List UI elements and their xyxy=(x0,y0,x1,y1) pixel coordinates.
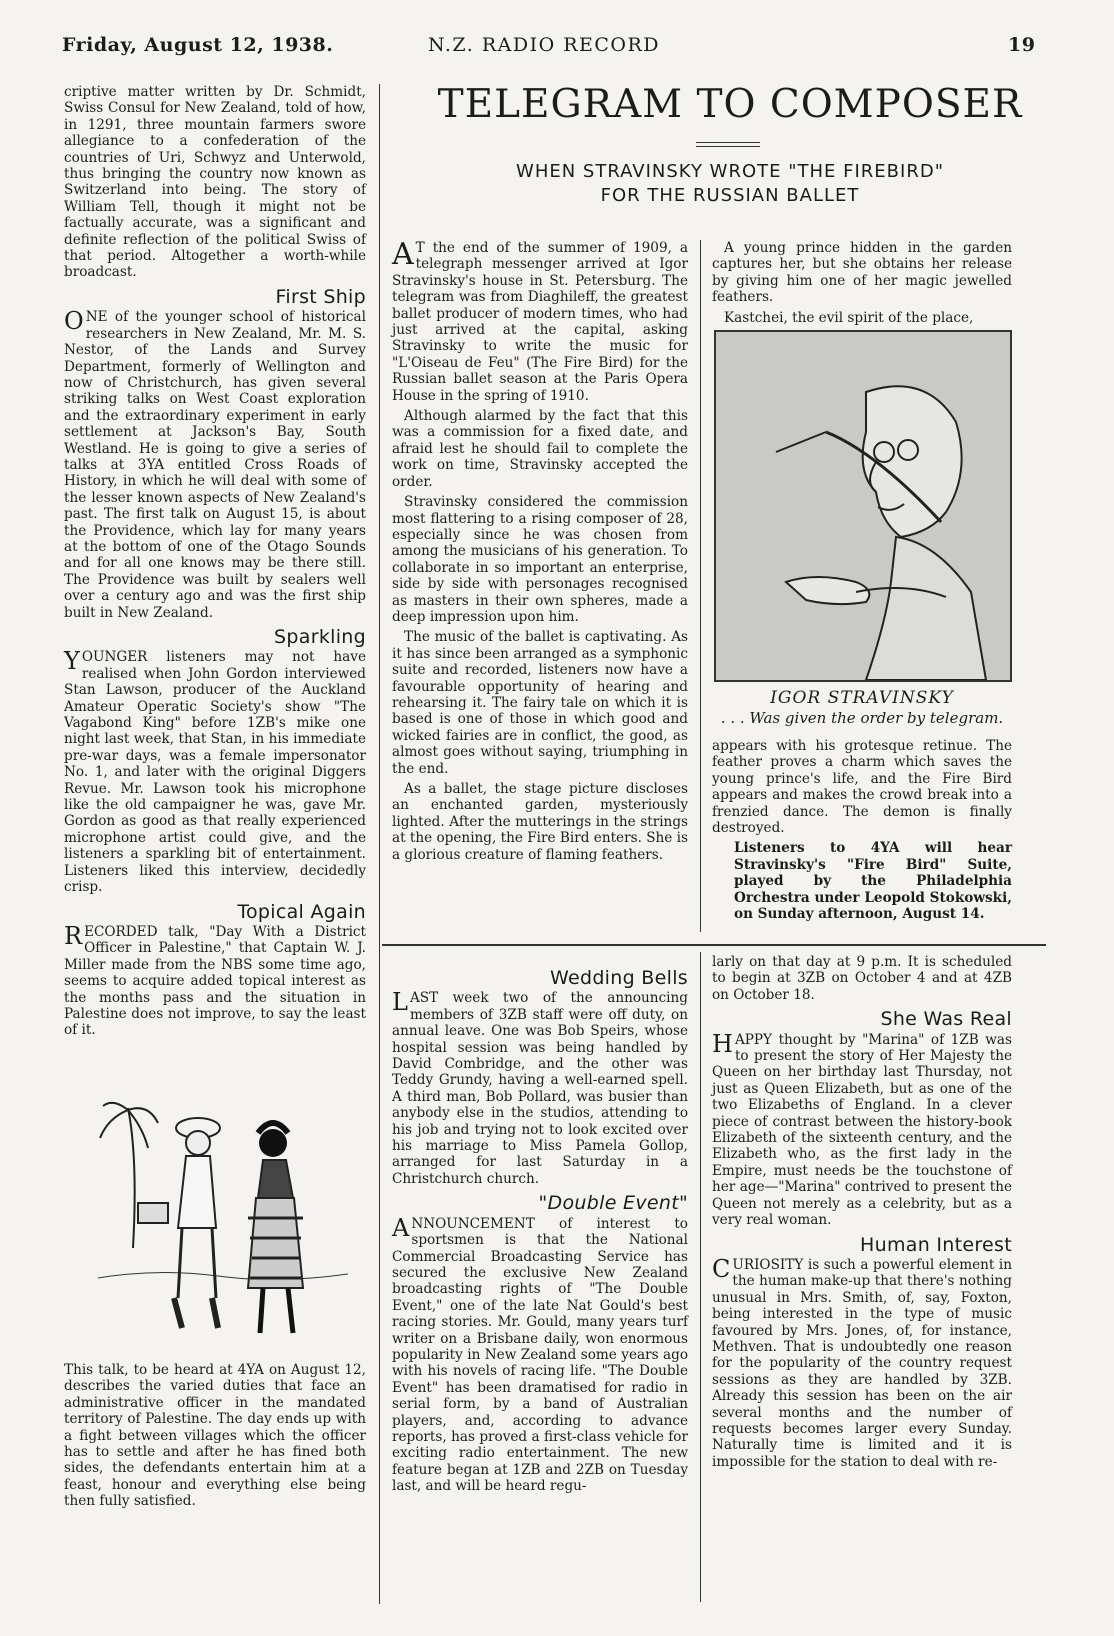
double-event-heading: "Double Event" xyxy=(538,1192,688,1215)
left-column-continued xyxy=(64,1362,366,1514)
title-rule xyxy=(696,142,760,143)
article-title: TELEGRAM TO COMPOSER xyxy=(437,82,1023,127)
page-number: 19 xyxy=(1008,34,1036,56)
sparkling-heading: Sparkling xyxy=(274,626,366,648)
drop-cap: Y xyxy=(64,647,80,676)
left-column xyxy=(64,84,366,1043)
double-event-continuation: larly on that day at 9 p.m. It is scheduled to begin at 3ZB on October 4 and at 4ZB on October 18. xyxy=(712,954,1012,1003)
drop-cap: R xyxy=(64,921,83,950)
article-paragraph-3: Stravinsky considered the commission most flattering to a rising composer of 28, especially since he was chosen from among the musicians of his generation. To collaborate in so important an enterprise, side by side with personages recognised as masters in their own spheres, made a deep impression upon him. xyxy=(392,494,688,625)
column-rule xyxy=(700,240,701,932)
portrait-drawing xyxy=(716,332,1010,680)
double-event-body: ANNOUNCEMENT of interest to sportsmen is that the National Commercial Broadcasting Service has secured the exclusive New Zealand broadcasting rights of "The Double Event," one of the late Nat Gould's best racing stories. Mr. Gould, many years turf writer on a Brisbane daily, won enormous popularity in New Zealand some years ago with his novels of racing life. "The Double Event" has been dramatised for radio in serial form, by a band of Australian players, and, according to advance reports, has proved a first-class vehicle for exciting radio entertainment. The new feature began at 1ZB and 2ZB on Tuesday last, and will be heard regu- xyxy=(392,1213,688,1495)
cartoon-illustration xyxy=(98,1098,348,1354)
deck-line-2: FOR THE RUSSIAN BALLET xyxy=(600,185,860,206)
topical-again-heading: Topical Again xyxy=(237,900,366,923)
caption-name: IGOR STRAVINSKY xyxy=(770,688,954,709)
article-paragraph-5: As a ballet, the stage picture discloses an enchanted garden, mysteriously lighted. After the mutterings in the strings at the opening, the Fire Bird enters. She is a glorious creature of flaming feathers. xyxy=(392,781,688,863)
publication-name: N.Z. RADIO RECORD xyxy=(427,34,661,56)
she-was-real-heading: She Was Real xyxy=(880,1008,1012,1031)
wedding-bells-body: LAST week two of the announcing members of 3ZB staff were off duty, on annual leave. One was Bob Speirs, whose hospital session was being handled by David Combridge, and the other was Teddy Grundy, having a well-earned spell. A third man, Bob Pollard, was busier than anybody else in the studios, attending to his job and trying not to look excited over his marriage to Miss Pamela Gollop, arranged for last Saturday in a Christchurch church. xyxy=(392,988,688,1187)
title-rule xyxy=(696,146,760,147)
caption-text: . . . Was given the order by telegram. xyxy=(720,709,1004,728)
sparkling-body: YOUNGER listeners may not have realised when John Gordon interviewed Stan Lawson, producer of the Auckland Amateur Operatic Society's show "The Vagabond King" before 1ZB's mike one night last week, that Stan, in his immediate pre-war days, was a female impersonator No. 1, and later with the original Diggers Revue. Mr. Lawson took his microphone like the old campaigner he was, gave Mr. Gordon as good as that really experienced microphone artist could give, and the listeners a sparkling bit of entertainment. Listeners liked this interview, decidedly crisp. xyxy=(64,647,366,896)
drop-cap: A xyxy=(392,237,414,272)
issue-date: Friday, August 12, 1938. xyxy=(62,34,334,56)
article-paragraph-6: A young prince hidden in the garden captures her, but she obtains her release by giving him one of her magic jewelled feathers. xyxy=(712,240,1012,306)
section-rule xyxy=(382,944,1046,946)
right-bottom-column xyxy=(712,954,1012,1474)
topical-again-body: RECORDED talk, "Day With a District Officer in Palestine," that Captain W. J. Miller made from the NBS some time ago, seems to acquire added topical interest as the months pass and the situation in Palestine does not improve, to say the least of it. xyxy=(64,921,366,1039)
article-column-2 xyxy=(712,240,1012,927)
broadcast-note: Listeners to 4YA will hear Stravinsky's "Fire Bird" Suite, played by the Philadelphia Orchestra under Leopold Stokowski, on Sunday afternoon, August 14. xyxy=(734,840,1012,923)
wedding-bells-heading: Wedding Bells xyxy=(550,967,688,989)
human-interest-body: CURIOSITY is such a powerful element in the human make-up that there's nothing unusual in Mrs. Smith, of, say, Foxton, being interested in the type of music favoured by Mrs. Jones, of, for instance, Methven. That is undoubtedly one reason for the popularity of the country request sessions as they are handled by 3ZB. Already this session has been on the air several months and the number of requests becomes larger every Sunday. Naturally time is limited and it is impossible for the station to deal with re- xyxy=(712,1254,1012,1470)
article-paragraph-4: The music of the ballet is captivating. As it has since been arranged as a symphonic suite and recorded, listeners now have a favourable opportunity of hearing and rehearsing it. The fairy tale on which it is based is one of those in which good and wicked fairies are in conflict, the good, as almost goes without saying, triumphing in the end. xyxy=(392,629,688,777)
portrait-caption xyxy=(712,688,1012,728)
human-interest-heading: Human Interest xyxy=(860,1233,1012,1256)
drop-cap: L xyxy=(392,988,408,1017)
drop-cap: O xyxy=(64,307,84,336)
cartoon-drawing xyxy=(98,1098,348,1354)
column-rule xyxy=(700,952,701,1602)
she-was-real-body: HAPPY thought by "Marina" of 1ZB was to present the story of Her Majesty the Queen on her birthday last Thursday, not just as Queen Elizabeth, but as one of the two Elizabeths of England. In a clever piece of contrast between the history-book Elizabeth of the sixteenth century, and the Elizabeth who, as the first lady in the Empire, must needs be the touchstone of her age—"Marina" contrived to present the Queen not merely as a celebrity, but as a very real woman. xyxy=(712,1029,1012,1229)
drop-cap: H xyxy=(712,1029,733,1058)
first-ship-body: ONE of the younger school of historical researchers in New Zealand, Mr. M. S. Nestor, of the Lands and Survey Department, formerly of Wellington and now of Christchurch, has given several striking talks on West Coast exploration and the extraordinary experiment in early settlement at Jackson's Bay, South Westland. He is going to give a series of talks at 3YA entitled Cross Roads of History, in which he will deal with some of the lesser known aspects of New Zealand's past. The first talk on August 15, is about the Providence, which lay for many years at the bottom of one of the Otago Sounds and for all one knows may be there still. The Providence was built by sealers well over a century ago and was the first ship built in New Zealand. xyxy=(64,307,366,621)
article-paragraph-1: A T the end of the summer of 1909, a telegraph messenger arrived at Igor Stravinsky's house in St. Petersburg. The telegram was from Diaghileff, the greatest ballet producer of modern times, who had just arrived at the capital, asking Stravinsky to write the music for "L'Oiseau de Feu" (The Fire Bird) for the Russian ballet season at the Paris Opera House in the spring of 1910. xyxy=(392,237,688,404)
article-paragraph-7: Kastchei, the evil spirit of the place, xyxy=(724,309,974,326)
article-paragraph-8: appears with his grotesque retinue. The feather proves a charm which saves the young prince's life, and the Fire Bird appears and makes the crowd break into a frenzied dance. The demon is finally destroyed. xyxy=(712,738,1012,837)
article-paragraph-2: Although alarmed by the fact that this was a commission for a fixed date, and afraid lest he should fail to complete the work on time, Stravinsky accepted the order. xyxy=(392,408,688,490)
topical-again-continuation: This talk, to be heard at 4YA on August 12, describes the varied duties that face an administrative officer in the mandated territory of Palestine. The day ends up with a fight between villages which the officer has to settle and after he has fined both sides, the defendants entertain him at a feast, honour and everything else being then fully satisfied. xyxy=(64,1362,366,1510)
first-ship-heading: First Ship xyxy=(275,285,366,308)
deck-line-1: WHEN STRAVINSKY WROTE "THE FIREBIRD" xyxy=(516,161,944,182)
middle-bottom-column xyxy=(392,962,688,1499)
stravinsky-portrait xyxy=(714,330,1012,682)
column-rule xyxy=(379,84,380,1604)
drop-cap: C xyxy=(712,1254,731,1283)
intro-paragraph: criptive matter written by Dr. Schmidt, Swiss Consul for New Zealand, told of how, in 1291, three mountain farmers swore allegiance to a confederation of the countries of Uri, Schwyz and Unterwold, thus bringing the country now known as Switzerland into being. The story of William Tell, though it might not be factually accurate, was a significant and definite reflection of the political Swiss of that period. Altogether a worth-while broadcast. xyxy=(64,84,366,281)
drop-cap: A xyxy=(392,1213,410,1242)
article-column-1 xyxy=(392,237,688,867)
article-deck xyxy=(420,160,1040,208)
